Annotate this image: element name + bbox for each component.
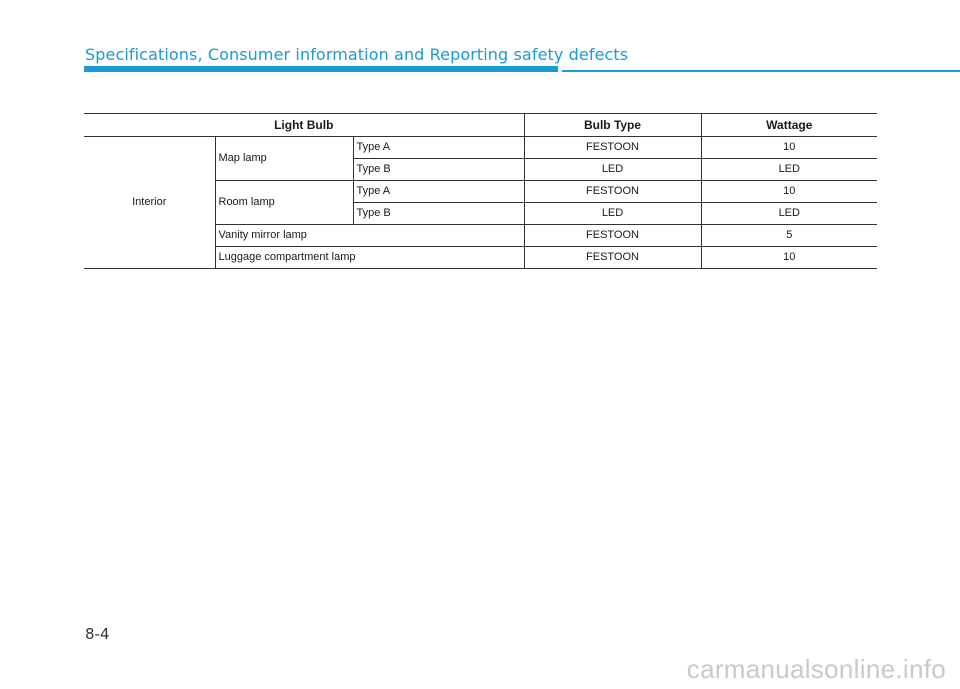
wattage-cell: 10: [701, 137, 877, 159]
lamp-type-label: Type B: [353, 159, 524, 181]
bulb-type-cell: LED: [524, 159, 701, 181]
wattage-cell: LED: [701, 159, 877, 181]
lamp-name-vanity: Vanity mirror lamp: [215, 225, 524, 247]
lamp-name-luggage: Luggage compartment lamp: [215, 247, 524, 269]
wattage-cell: 10: [701, 181, 877, 203]
lamp-name-map: Map lamp: [215, 137, 353, 181]
wattage-cell: 5: [701, 225, 877, 247]
group-cell-interior: Interior: [84, 137, 215, 269]
wattage-cell: 10: [701, 247, 877, 269]
column-header-bulb-type: Bulb Type: [524, 114, 701, 137]
header-rule-thick: [84, 66, 558, 72]
header-rule-thin: [562, 70, 960, 72]
bulb-type-cell: FESTOON: [524, 137, 701, 159]
lamp-type-label: Type B: [353, 203, 524, 225]
bulb-type-cell: FESTOON: [524, 225, 701, 247]
bulb-type-cell: FESTOON: [524, 247, 701, 269]
table-header-row: [84, 114, 877, 137]
section-title: Specifications, Consumer information and Reporting safety defects: [85, 45, 629, 64]
column-header-wattage: Wattage: [701, 114, 877, 137]
wattage-cell: LED: [701, 203, 877, 225]
bulb-type-cell: LED: [524, 203, 701, 225]
lamp-type-label: Type A: [353, 137, 524, 159]
table-row: [84, 137, 877, 159]
page-number: 8-4: [85, 625, 110, 643]
column-header-light-bulb: Light Bulb: [84, 114, 524, 137]
lamp-type-label: Type A: [353, 181, 524, 203]
bulb-type-cell: FESTOON: [524, 181, 701, 203]
watermark-text: carmanualsonline.info: [686, 654, 946, 684]
lamp-name-room: Room lamp: [215, 181, 353, 225]
light-bulb-table: [84, 113, 877, 269]
